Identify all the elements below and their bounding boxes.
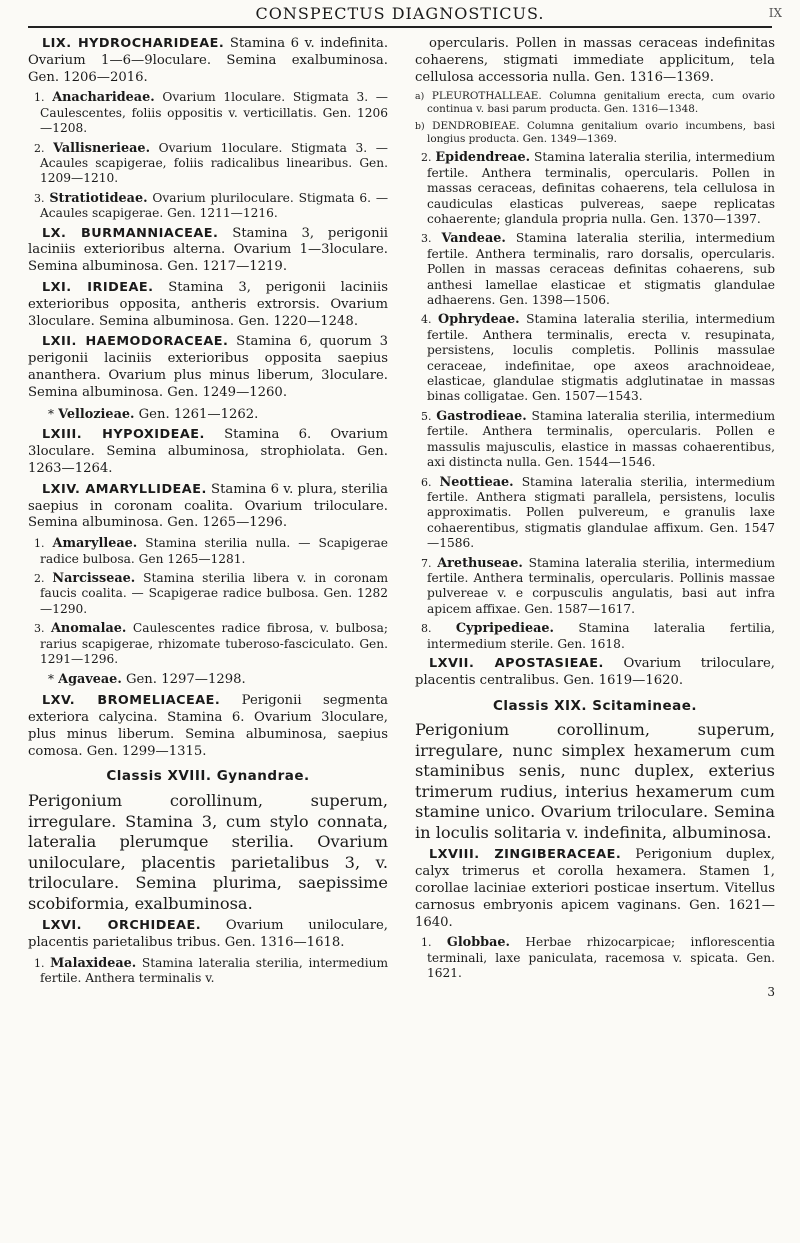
entry-text: Gen. 1297—1298. [121,672,246,688]
entry-heading: Gastrodieae. [436,408,527,424]
entry-text: Gen. 1261—1262. [134,406,259,422]
tribe-entry [28,191,388,222]
entry-text: Stamina lateralia fertilia, intermedium sterile. Gen. 1618. [427,621,775,651]
family-entry [28,918,388,952]
family-entry [415,847,775,931]
tribe-entry [415,150,775,227]
tribe-entry [28,90,388,136]
entry-heading: Globbae. [446,935,511,951]
entry-heading: Ophrydeae. [438,312,520,328]
entry-heading: LXIII. HYPOXIDEAE. [42,427,205,443]
entry-text: Herbae rhizocarpicae; inflorescentia terminali, laxe paniculata, racemosa v. spicata. Gen. 1621. [427,935,776,981]
entry-text: Stamina lateralia sterilia, intermedium fertile. Anthera stigmati parallela, persistens, loculis approximatis. Pollen pulvereum, e granulis laxe cohaerentibus, stigmatis glandulae affixum. Gen. 1547—1586. [427,474,776,551]
entry-heading: Arethuseae. [437,555,523,571]
entry-number: 7. [421,556,432,570]
entry-text: Stamina 3, perigonii laciniis exterioribus alterna. Ovarium 1—3loculare. Semina albuminosa. Gen. 1217—1219. [28,225,389,275]
tribe-entry [28,956,388,987]
signature-mark: 3 [767,984,775,999]
entry-heading: Narcisseae. [52,571,136,586]
entry-number: 1. [421,936,432,950]
tribe-entry [415,935,775,981]
entry-heading: Anomalae. [51,621,127,637]
entry-number: b) [415,121,425,133]
tribe-entry [415,409,775,471]
entry-number: 1. [34,537,45,551]
entry-text: Ovarium uniloculare, placentis parietalibus tribus. Gen. 1316—1618. [28,918,388,951]
entry-text: Stamina 6 v. plura, sterilia saepius in coronam coalita. Ovarium triloculare. Semina albuminosa. Gen. 1265—1296. [28,481,388,531]
entry-heading: Vandeae. [441,231,506,247]
page-number: IX [768,6,782,20]
entry-heading: Agaveae. [58,672,122,688]
tribe-entry [415,231,775,308]
entry-heading: Malaxideae. [50,955,137,971]
entry-number: 1. [34,956,45,970]
entry-heading: Vallisnerieae. [53,140,151,156]
entry-heading: Anacharideae. [52,90,155,106]
entry-text: PLEUROTHALLEAE. Columna genitalium erecta, cum ovario continua v. basi parum producta. Gen. 1316—1348. [427,90,775,116]
left-column [28,36,388,991]
entry-text: Ovarium pluriloculare. Stigmata 6. — Acaules scapigerae. Gen. 1211—1216. [40,190,389,221]
entry-number: 2. [34,141,45,155]
page-header [0,0,800,30]
entry-text: Perigonii segmenta exteriora calycina. Stamina 6. Ovarium 3loculare, plus minus liberum. Semina albuminosa, saepius comosa. Gen. 1299—1315. [28,693,388,759]
entry-number: 2. [421,151,432,165]
tribe-entry [28,536,388,567]
entry-heading: Epidendreae. [435,150,531,166]
entry-text: Ovarium 1loculare. Stigmata 3. — Acaules scapigerae, foliis radicalibus linearibus. Gen. 1209—1210. [40,140,388,186]
entry-number: a) [415,91,425,103]
tribe-entry [415,556,775,618]
entry-number: 3. [34,191,45,205]
entry-number: 5. [421,409,432,423]
entry-heading: Cypripedieae. [455,621,554,637]
entry-text: Perigonium duplex, calyx trimerus et corolla hexamera. Stamen 1, corollae laciniae exteriori posticae insertum. Vitellus carnosus embryonis apicem vaginans. Gen. 1621—1640. [415,847,776,930]
entry-text: DENDROBIEAE. Columna genitalium ovario incumbens, basi longius producta. Gen. 1349—1369. [427,120,776,146]
entry-text: Stamina lateralia sterilia, intermedium fertile. Anthera terminalis, raro dorsalis, opercularis. Pollen in massas ceraceas definitas cohaerens, sub anthesi lamellae elasticae et stigmatis glandulae adhaerens. Gen. 1398—1506. [427,231,776,308]
continued-paragraph: opercularis. Pollen in massas ceraceas indefinitas cohaerens, stigmati immediate applicitum, tela cellulosa accessoria nulla. Gen. 1316—1369. [415,36,775,85]
classis-heading: Classis XVIII. Gynandrae. [106,768,310,785]
entry-text: Stamina 6. Ovarium 3loculare. Semina albuminosa, strophiolata. Gen. 1263—1264. [28,427,388,476]
entry-heading: Neottieae. [439,474,514,490]
right-column [415,36,775,1000]
entry-heading: LXVIII. ZINGIBERACEAE. [429,847,622,863]
family-entry [28,280,388,330]
entry-heading: LXIV. AMARYLLIDEAE. [42,481,207,497]
entry-text: Caulescentes radice fibrosa, v. bulbosa; rarius scapigerae, rhizomate tuberoso-fasciculato. Gen. 1291—1296. [40,621,388,667]
entry-heading: Stratiotideae. [49,190,148,206]
family-entry [415,656,775,690]
entry-text: Ovarium 1loculare. Stigmata 3. — Caulescentes, foliis oppositis v. verticillatis. Gen. 1206—1208. [40,90,388,136]
tribe-entry [415,475,775,552]
entry-number: 6. [421,475,432,489]
tribe-entry [28,621,388,667]
entry-text: Stamina lateralia sterilia, intermedium fertile. Anthera terminalis, opercularis. Pollinis massae pulvereae v. e corpusculis angulatis, basi aut infra apicem affixae. Gen. 1587—1617. [427,555,776,616]
entry-heading: LIX. HYDROCHARIDEAE. [42,36,225,51]
entry-number: 3. [421,232,432,246]
entry-text: Stamina lateralia sterilia, intermedium fertile. Anthera terminalis, opercularis. Pollen in massas ceraceas, definitas cohaerens, tela cellulosa in caudiculas elasticas pulvereas, saepe replicatas cohaerente; glandula propria nulla. Gen. 1370—1397. [427,150,775,227]
tribe-entry [28,406,388,424]
entry-text: Stamina sterilia nulla. — Scapigerae radice bulbosa. Gen 1265—1281. [40,536,389,566]
entry-heading: Vellozieae. [58,406,135,422]
tribe-entry [28,571,388,617]
entry-text: Ovarium triloculare, placentis centralibus. Gen. 1619—1620. [415,655,775,688]
entry-number: * [48,406,54,421]
family-entry [28,226,388,276]
entry-number: 8. [421,622,432,636]
class-description: Perigonium corollinum, superum, irregulare. Stamina 3, cum stylo connata, lateralia plerumque sterilia. Ovarium uniloculare, placentis parietalibus 3, v. triloculare. Semina plurima, saepissime scobiformia, exalbuminosa. [28,791,388,913]
family-entry [28,427,388,477]
family-entry [28,693,388,760]
entry-text: Stamina sterilia libera v. in coronam faucis coalita. — Scapigerae radice bulbosa. Gen. 1282—1290. [40,571,389,616]
entry-number: 2. [34,572,45,585]
entry-number: 4. [421,313,432,327]
tribe-entry [415,621,775,652]
entry-number: 3. [34,622,45,636]
entry-text: Stamina lateralia sterilia, intermedium fertile. Anthera terminalis v. [40,955,388,986]
entry-number: * [48,672,54,687]
tribe-entry [28,671,388,689]
entry-heading: LXI. IRIDEAE. [42,280,154,296]
tribe-entry [28,141,388,187]
running-title: CONSPECTUS DIAGNOSTICUS. [255,4,545,23]
classis-heading: Classis XIX. Scitamineae. [492,697,698,714]
family-entry [28,334,388,401]
entry-heading: LXVI. ORCHIDEAE. [42,918,202,934]
entry-heading: LX. BURMANNIACEAE. [42,225,219,241]
tribe-entry [415,312,775,404]
subtribe-note [415,90,775,116]
entry-text: Stamina 3, perigonii laciniis exterioribus opposita, antheris extrorsis. Ovarium 3loculare. Semina albuminosa. Gen. 1220—1248. [28,280,388,329]
entry-heading: Amaryllеae. [52,536,138,552]
subtribe-note [415,120,775,146]
entry-text: Stamina 6, quorum 3 perigonii laciniis exterioribus opposita saepius ananthera. Ovarium plus minus liberum, 3loculare. Semina albuminosa. Gen. 1249—1260. [28,334,388,400]
header-rule [28,26,772,28]
entry-text: Stamina 6 v. indefinita. Ovarium 1—6—9loculare. Semina exalbuminosa. Gen. 1206—2016. [28,36,389,85]
entry-number: 1. [34,91,45,105]
entry-heading: LXV. BROMELIACEAE. [42,693,221,709]
entry-heading: LXII. HAEMODORACEAE. [42,334,229,350]
entry-text: Stamina lateralia sterilia, intermedium fertile. Anthera terminalis, erecta v. resupinata, persistens, loculis completis. Pollinis massulae ceraceae, indefinitae, ope axeos arachnoideae, elasticae, glandulae stigmatis adglutinatae in massas binas colligatae. Gen. 1507—1543. [427,312,775,404]
family-entry [28,482,388,532]
class-description: Perigonium corollinum, superum, irregulare, nunc simplex hexamerum cum staminibus senis, nunc duplex, exterius trimerum rudius, interius hexamerum cum stamine unico. Ovarium triloculare. Semina in loculis solitaria v. indefinita, albuminosa. [415,720,775,842]
family-entry [28,36,388,86]
entry-heading: LXVII. APOSTASIEAE. [429,655,604,671]
entry-text: Stamina lateralia sterilia, intermedium fertile. Anthera terminalis, opercularis. Pollen e massulis majusculis, elastice in massas cohaerentibus, axi distincta nulla. Gen. 1544—1546. [427,408,775,470]
